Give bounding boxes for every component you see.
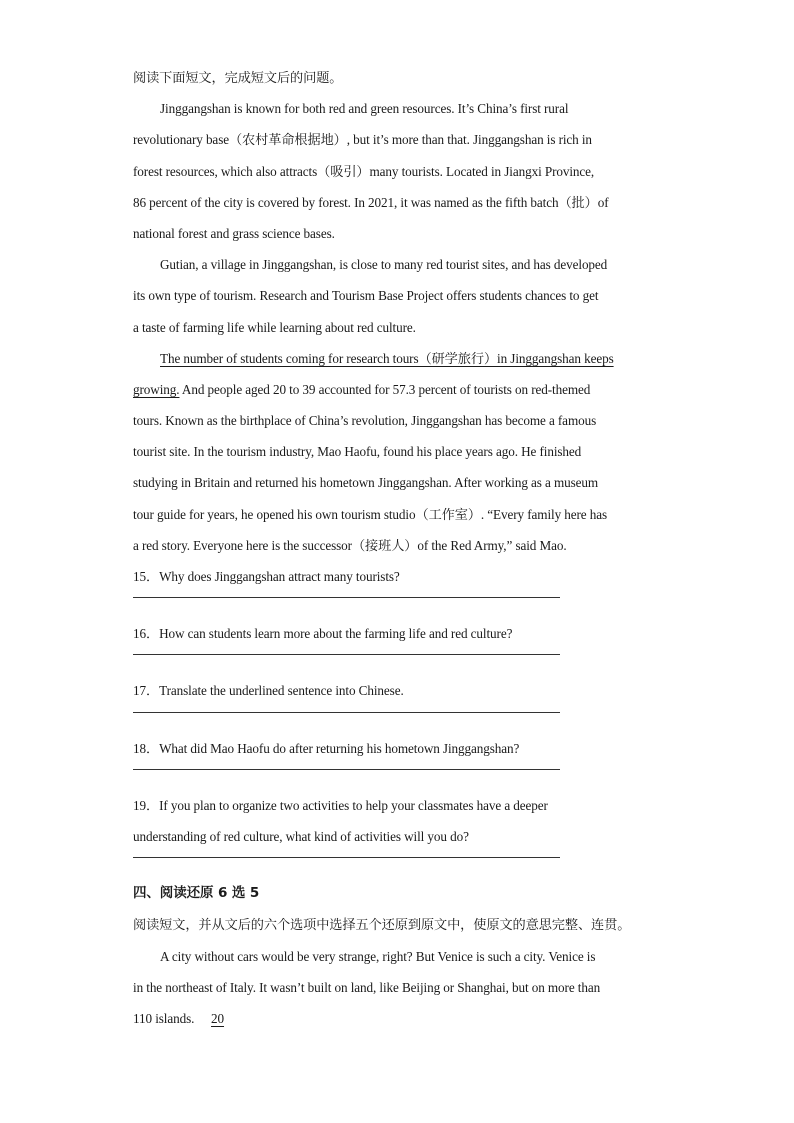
passage-line: revolutionary base（农村革命根据地）, but it’s more than that. Jinggangshan is rich in <box>133 132 592 148</box>
answer-line-18[interactable] <box>133 769 560 770</box>
passage-line: Jinggangshan is known for both red and green resources. It’s China’s first rural <box>160 101 569 117</box>
passage-text: And people aged 20 to 39 accounted for 57.3 percent of tourists on red-themed <box>179 381 591 397</box>
passage-line <box>133 1003 663 1034</box>
question-18: 18．What did Mao Haofu do after returning his hometown Jinggangshan? <box>133 740 520 756</box>
passage-line: tours. Known as the birthplace of China’s revolution, Jinggangshan has become a famous <box>133 413 597 429</box>
passage-line: studying in Britain and returned his hometown Jinggangshan. After working as a museum <box>133 475 599 491</box>
passage-line: 86 percent of the city is covered by forest. In 2021, it was named as the fifth batch（批）of <box>133 194 609 210</box>
passage-line: national forest and grass science bases. <box>133 225 335 241</box>
worksheet-page <box>133 62 663 1034</box>
question-19: 19．If you plan to organize two activities to help your classmates have a deeper <box>133 797 548 813</box>
section-4-instructions: 阅读短文，并从文后的六个选项中选择五个还原到原文中，使原文的意思完整、连贯。 <box>133 917 631 933</box>
answer-line-17[interactable] <box>133 712 560 713</box>
passage-line <box>133 374 663 405</box>
passage-paragraph-2 <box>133 249 663 343</box>
question-16: 16．How can students learn more about the farming life and red culture? <box>133 626 513 642</box>
passage-line: a red story. Everyone here is the successor（接班人）of the Red Army,” said Mao. <box>133 537 567 553</box>
passage-line: a taste of farming life while learning about red culture. <box>133 319 416 335</box>
section-4-title: 四、阅读还原 6 选 5 <box>133 885 260 902</box>
passage-text: 110 islands. <box>133 1010 198 1026</box>
passage-paragraph-3 <box>133 343 663 561</box>
answer-line-16[interactable] <box>133 654 560 655</box>
passage-line: in the northeast of Italy. It wasn’t built on land, like Beijing or Shanghai, but on more than <box>133 979 601 995</box>
passage-line: tour guide for years, he opened his own tourism studio（工作室）. “Every family here has <box>133 506 608 522</box>
answer-line-15[interactable] <box>133 597 560 598</box>
answer-blank-20[interactable]: 20 <box>211 1010 225 1026</box>
underlined-sentence: The number of students coming for research tours（研学旅行）in Jinggangshan keeps <box>160 350 614 366</box>
passage-paragraph-1 <box>133 93 663 249</box>
question-17: 17．Translate the underlined sentence into Chinese. <box>133 683 404 699</box>
passage-line: forest resources, which also attracts（吸引）many tourists. Located in Jiangxi Province, <box>133 163 595 179</box>
passage-line: A city without cars would be very strange, right? But Venice is such a city. Venice is <box>160 948 596 964</box>
passage-line: Gutian, a village in Jinggangshan, is close to many red tourist sites, and has developed <box>160 257 608 273</box>
question-15: 15．Why does Jinggangshan attract many tourists? <box>133 569 400 584</box>
answer-line-19[interactable] <box>133 857 560 858</box>
passage-line: its own type of tourism. Research and Tourism Base Project offers students chances to get <box>133 288 599 304</box>
underlined-sentence-end: growing. <box>133 381 180 397</box>
passage-line <box>133 343 663 374</box>
question-19-cont: understanding of red culture, what kind of activities will you do? <box>133 828 469 844</box>
reading-instructions: 阅读下面短文，完成短文后的问题。 <box>133 70 343 85</box>
passage-line: tourist site. In the tourism industry, Mao Haofu, found his place years ago. He finished <box>133 444 582 460</box>
